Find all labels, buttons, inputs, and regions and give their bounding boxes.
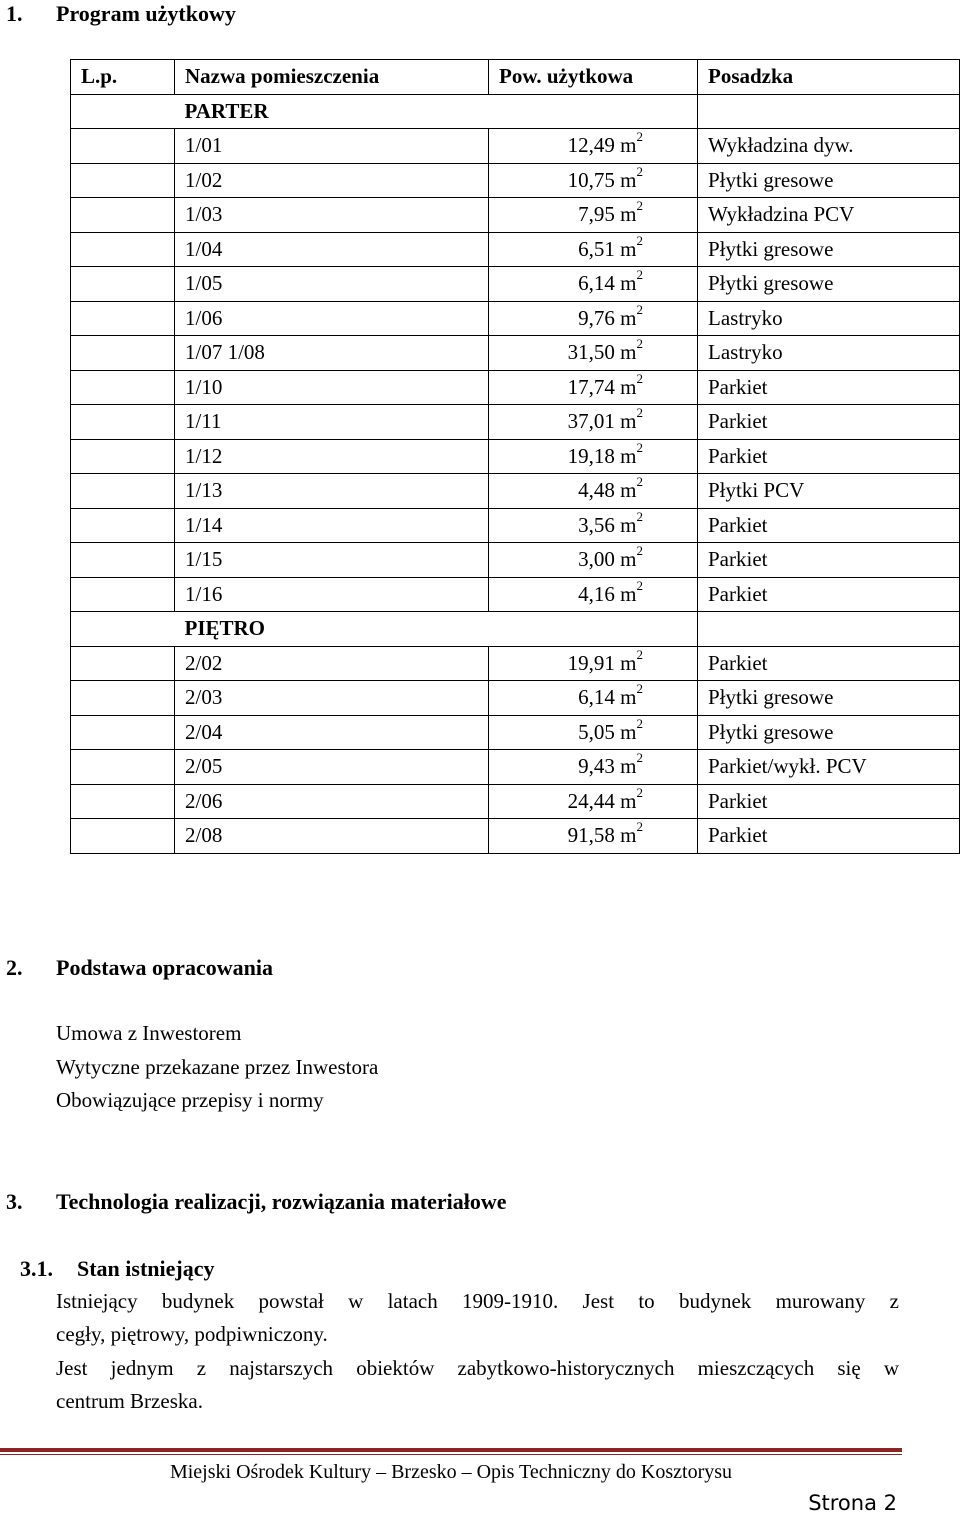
floor-type: Płytki gresowe bbox=[698, 715, 960, 750]
area-unit-exponent: 2 bbox=[636, 439, 643, 455]
area-cell bbox=[489, 784, 698, 819]
room-number: 1/01 bbox=[175, 129, 489, 164]
area-cell bbox=[489, 612, 698, 647]
area-unit-exponent: 2 bbox=[636, 129, 643, 145]
area-unit-exponent: 2 bbox=[636, 267, 643, 283]
area-value: 19,91 bbox=[567, 650, 615, 675]
floor-type: Parkiet bbox=[698, 405, 960, 440]
room-number: 1/11 bbox=[175, 405, 489, 440]
paragraph-line: cegły, piętrowy, podpiwniczony. bbox=[56, 1322, 328, 1346]
rooms-table bbox=[70, 59, 960, 854]
header-room-name: Nazwa pomieszczenia bbox=[175, 60, 489, 95]
area-value: 3,56 bbox=[578, 512, 615, 537]
lp-cell bbox=[71, 543, 175, 578]
floor-type: Lastryko bbox=[698, 336, 960, 371]
table-row bbox=[71, 715, 960, 750]
section-number: 3.1. bbox=[20, 1256, 53, 1281]
area-cell bbox=[489, 129, 698, 164]
area-value: 6,14 bbox=[578, 685, 615, 710]
area-cell bbox=[489, 750, 698, 785]
area-unit: m bbox=[620, 202, 637, 227]
area-unit: m bbox=[620, 788, 637, 813]
lp-cell bbox=[71, 474, 175, 509]
lp-cell bbox=[71, 370, 175, 405]
section-3-1-heading bbox=[20, 1256, 215, 1282]
lp-cell bbox=[71, 267, 175, 302]
lp-cell bbox=[71, 819, 175, 854]
section-title: Program użytkowy bbox=[56, 1, 236, 26]
table-row bbox=[71, 577, 960, 612]
area-value: 9,43 bbox=[578, 754, 615, 779]
table-row bbox=[71, 129, 960, 164]
area-value: 3,00 bbox=[578, 547, 615, 572]
area-value: 19,18 bbox=[567, 443, 615, 468]
area-cell bbox=[489, 715, 698, 750]
section-row bbox=[71, 612, 960, 647]
area-unit: m bbox=[620, 305, 637, 330]
lp-cell bbox=[71, 439, 175, 474]
room-number: 1/10 bbox=[175, 370, 489, 405]
paragraph-line: Jest jednym z najstarszych obiektów zabytkowo-historycznych mieszczących się w bbox=[56, 1356, 899, 1380]
footer-rule bbox=[0, 1448, 902, 1452]
table-row bbox=[71, 819, 960, 854]
area-unit: m bbox=[620, 478, 637, 503]
area-unit-exponent: 2 bbox=[636, 681, 643, 697]
area-unit-exponent: 2 bbox=[636, 370, 643, 386]
basis-item: Wytyczne przekazane przez Inwestora bbox=[56, 1055, 379, 1079]
section-label: PARTER bbox=[175, 94, 489, 129]
area-unit-exponent: 2 bbox=[636, 198, 643, 214]
area-value: 17,74 bbox=[567, 374, 615, 399]
area-value: 10,75 bbox=[567, 167, 615, 192]
area-unit-exponent: 2 bbox=[636, 163, 643, 179]
lp-cell bbox=[71, 784, 175, 819]
area-unit-exponent: 2 bbox=[636, 750, 643, 766]
lp-cell bbox=[71, 715, 175, 750]
table-row bbox=[71, 784, 960, 819]
area-unit-exponent: 2 bbox=[636, 232, 643, 248]
section-number: 1. bbox=[6, 1, 23, 26]
floor-type: Parkiet/wykł. PCV bbox=[698, 750, 960, 785]
room-number: 1/16 bbox=[175, 577, 489, 612]
area-unit: m bbox=[620, 719, 637, 744]
lp-cell bbox=[71, 646, 175, 681]
lp-cell bbox=[71, 232, 175, 267]
area-unit: m bbox=[620, 409, 637, 434]
area-unit: m bbox=[620, 236, 637, 261]
area-unit: m bbox=[620, 823, 637, 848]
footer-rule-thin bbox=[0, 1454, 902, 1455]
area-unit: m bbox=[620, 167, 637, 192]
lp-cell bbox=[71, 405, 175, 440]
area-unit-exponent: 2 bbox=[636, 715, 643, 731]
basis-item: Umowa z Inwestorem bbox=[56, 1021, 242, 1045]
lp-cell bbox=[71, 612, 175, 647]
table-row bbox=[71, 750, 960, 785]
section-3-heading bbox=[6, 1189, 507, 1215]
section-2-heading bbox=[6, 955, 273, 981]
area-cell bbox=[489, 336, 698, 371]
table-row bbox=[71, 163, 960, 198]
area-cell bbox=[489, 543, 698, 578]
floor-type: Płytki PCV bbox=[698, 474, 960, 509]
area-cell bbox=[489, 198, 698, 233]
table-row bbox=[71, 405, 960, 440]
floor-type: Płytki gresowe bbox=[698, 267, 960, 302]
room-number: 2/06 bbox=[175, 784, 489, 819]
lp-cell bbox=[71, 508, 175, 543]
area-value: 24,44 bbox=[567, 788, 615, 813]
area-unit: m bbox=[620, 581, 637, 606]
room-number: 1/07 1/08 bbox=[175, 336, 489, 371]
lp-cell bbox=[71, 750, 175, 785]
table-row bbox=[71, 232, 960, 267]
area-unit: m bbox=[620, 754, 637, 779]
room-number: 1/02 bbox=[175, 163, 489, 198]
table-row bbox=[71, 198, 960, 233]
floor-cell bbox=[698, 612, 960, 647]
area-unit-exponent: 2 bbox=[636, 784, 643, 800]
header-lp: L.p. bbox=[71, 60, 175, 95]
area-unit-exponent: 2 bbox=[636, 646, 643, 662]
section-row bbox=[71, 94, 960, 129]
area-unit: m bbox=[620, 271, 637, 296]
area-cell bbox=[489, 681, 698, 716]
section-number: 2. bbox=[6, 955, 23, 980]
table-row bbox=[71, 301, 960, 336]
table-row bbox=[71, 508, 960, 543]
floor-type: Parkiet bbox=[698, 784, 960, 819]
room-number: 2/02 bbox=[175, 646, 489, 681]
area-value: 31,50 bbox=[567, 340, 615, 365]
lp-cell bbox=[71, 129, 175, 164]
room-number: 1/12 bbox=[175, 439, 489, 474]
area-cell bbox=[489, 94, 698, 129]
header-floor: Posadzka bbox=[698, 60, 960, 95]
area-unit: m bbox=[620, 374, 637, 399]
area-value: 12,49 bbox=[567, 133, 615, 158]
lp-cell bbox=[71, 94, 175, 129]
room-number: 1/05 bbox=[175, 267, 489, 302]
table-row bbox=[71, 439, 960, 474]
area-unit: m bbox=[620, 512, 637, 537]
area-cell bbox=[489, 508, 698, 543]
floor-type: Parkiet bbox=[698, 508, 960, 543]
room-number: 2/05 bbox=[175, 750, 489, 785]
header-area: Pow. użytkowa bbox=[489, 60, 698, 95]
table-row bbox=[71, 336, 960, 371]
table-row bbox=[71, 267, 960, 302]
area-value: 37,01 bbox=[567, 409, 615, 434]
section-title: Podstawa opracowania bbox=[56, 955, 273, 980]
area-unit-exponent: 2 bbox=[636, 474, 643, 490]
floor-type: Parkiet bbox=[698, 543, 960, 578]
footer-text: Miejski Ośrodek Kultury – Brzesko – Opis Techniczny do Kosztorysu bbox=[169, 1461, 733, 1483]
floor-type: Płytki gresowe bbox=[698, 681, 960, 716]
floor-type: Wykładzina PCV bbox=[698, 198, 960, 233]
area-value: 7,95 bbox=[578, 202, 615, 227]
area-unit: m bbox=[620, 340, 637, 365]
floor-type: Parkiet bbox=[698, 819, 960, 854]
table-row bbox=[71, 474, 960, 509]
section-label: PIĘTRO bbox=[175, 612, 489, 647]
area-value: 4,48 bbox=[578, 478, 615, 503]
room-number: 1/13 bbox=[175, 474, 489, 509]
area-unit: m bbox=[620, 547, 637, 572]
section-1-heading bbox=[6, 1, 236, 27]
paragraph-line: centrum Brzeska. bbox=[56, 1389, 203, 1413]
area-unit-exponent: 2 bbox=[636, 543, 643, 559]
area-unit: m bbox=[620, 685, 637, 710]
area-unit-exponent: 2 bbox=[636, 405, 643, 421]
floor-type: Parkiet bbox=[698, 577, 960, 612]
area-unit: m bbox=[620, 650, 637, 675]
lp-cell bbox=[71, 681, 175, 716]
basis-item: Obowiązujące przepisy i normy bbox=[56, 1088, 324, 1112]
area-cell bbox=[489, 163, 698, 198]
area-cell bbox=[489, 301, 698, 336]
room-number: 2/08 bbox=[175, 819, 489, 854]
area-cell bbox=[489, 439, 698, 474]
area-unit-exponent: 2 bbox=[636, 336, 643, 352]
table-row bbox=[71, 681, 960, 716]
lp-cell bbox=[71, 301, 175, 336]
area-value: 4,16 bbox=[578, 581, 615, 606]
area-cell bbox=[489, 267, 698, 302]
area-cell bbox=[489, 646, 698, 681]
area-unit: m bbox=[620, 443, 637, 468]
area-value: 5,05 bbox=[578, 719, 615, 744]
rooms-table-body bbox=[71, 60, 960, 854]
room-number: 1/04 bbox=[175, 232, 489, 267]
room-number: 1/14 bbox=[175, 508, 489, 543]
floor-type: Parkiet bbox=[698, 646, 960, 681]
floor-type: Parkiet bbox=[698, 439, 960, 474]
floor-type: Lastryko bbox=[698, 301, 960, 336]
area-cell bbox=[489, 370, 698, 405]
table-row bbox=[71, 646, 960, 681]
area-cell bbox=[489, 819, 698, 854]
area-value: 9,76 bbox=[578, 305, 615, 330]
room-number: 1/06 bbox=[175, 301, 489, 336]
paragraph-line: Istniejący budynek powstał w latach 1909-1910. Jest to budynek murowany z bbox=[56, 1289, 899, 1313]
floor-type: Wykładzina dyw. bbox=[698, 129, 960, 164]
lp-cell bbox=[71, 198, 175, 233]
area-value: 91,58 bbox=[567, 823, 615, 848]
area-cell bbox=[489, 577, 698, 612]
area-unit-exponent: 2 bbox=[636, 577, 643, 593]
table-row bbox=[71, 370, 960, 405]
floor-type: Płytki gresowe bbox=[698, 232, 960, 267]
area-value: 6,51 bbox=[578, 236, 615, 261]
floor-cell bbox=[698, 94, 960, 129]
section-number: 3. bbox=[6, 1189, 23, 1214]
area-cell bbox=[489, 405, 698, 440]
room-number: 2/04 bbox=[175, 715, 489, 750]
lp-cell bbox=[71, 163, 175, 198]
area-cell bbox=[489, 232, 698, 267]
lp-cell bbox=[71, 577, 175, 612]
area-unit-exponent: 2 bbox=[636, 301, 643, 317]
area-cell bbox=[489, 474, 698, 509]
area-unit-exponent: 2 bbox=[636, 819, 643, 835]
area-unit: m bbox=[620, 133, 637, 158]
area-unit-exponent: 2 bbox=[636, 508, 643, 524]
room-number: 1/03 bbox=[175, 198, 489, 233]
floor-type: Płytki gresowe bbox=[698, 163, 960, 198]
lp-cell bbox=[71, 336, 175, 371]
section-title: Technologia realizacji, rozwiązania materiałowe bbox=[56, 1189, 507, 1214]
section-title: Stan istniejący bbox=[77, 1256, 215, 1281]
page-number: Strona 2 bbox=[808, 1491, 897, 1515]
table-header-row bbox=[71, 60, 960, 95]
room-number: 1/15 bbox=[175, 543, 489, 578]
room-number: 2/03 bbox=[175, 681, 489, 716]
table-row bbox=[71, 543, 960, 578]
area-value: 6,14 bbox=[578, 271, 615, 296]
floor-type: Parkiet bbox=[698, 370, 960, 405]
